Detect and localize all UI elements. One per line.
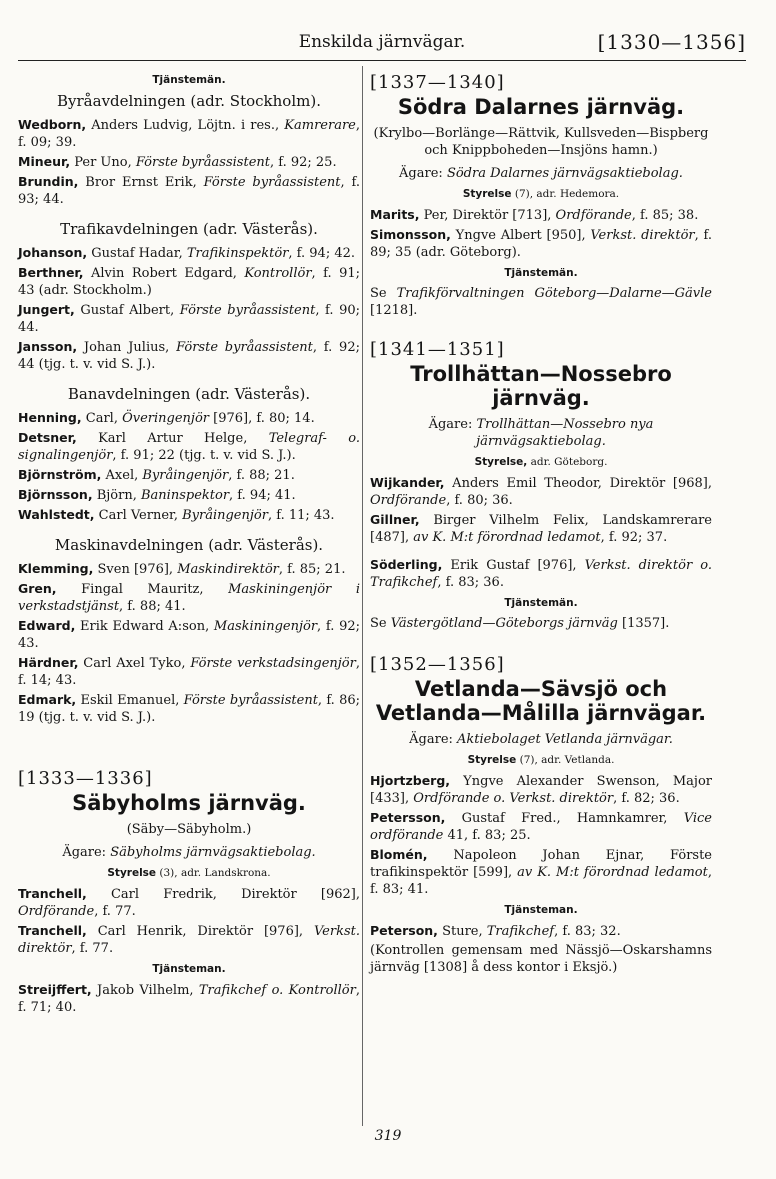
list-item: Björnsson, Björn, Baninspektor, f. 94; 41. <box>18 487 296 503</box>
saby-route: (Säby—Säbyholm.) <box>126 822 252 837</box>
trafik-heading: Trafikavdelningen (adr. Västerås). <box>60 220 318 238</box>
troll-section <box>370 339 712 632</box>
list-item: Jungert, Gustaf Albert, Förste byråassistent, f. 90; 44. <box>18 302 360 335</box>
list-item: Klemming, Sven [976], Maskindirektör, f. 85; 21. <box>18 561 346 577</box>
sodra-title: Södra Dalarnes järnväg. <box>397 95 685 119</box>
list-item: Petersson, Gustaf Fred., Hamnkamrer, Vice ordförande 41, f. 83; 25. <box>370 810 712 843</box>
cross-reference: Se Västergötland—Göteborgs järnväg [1357]. <box>370 616 670 631</box>
sodra-section <box>370 72 712 319</box>
vet-owner: Ägare: Aktiebolaget Vetlanda järnvägar. <box>409 732 673 747</box>
maskin-heading: Maskinavdelningen (adr. Västerås). <box>54 536 324 554</box>
saby-owner: Ägare: Säbyholms järnvägsaktiebolag. <box>62 845 316 860</box>
list-item: Edmark, Eskil Emanuel, Förste byråassistent, f. 86; 19 (tjg. t. v. vid S. J.). <box>18 692 360 725</box>
trafik-list <box>18 244 360 373</box>
list-item: Streijffert, Jakob Vilhelm, Trafikchef o. Kontrollör, f. 71; 40. <box>18 982 360 1015</box>
tjanstemen-heading: Tjänstemän. <box>152 74 226 86</box>
bana-list <box>18 409 360 524</box>
troll-owner: Ägare: Trollhättan—Nossebro nya järnvägsaktiebolag. <box>428 417 654 449</box>
list-item: Härdner, Carl Axel Tyko, Förste verkstadsingenjör, f. 14; 43. <box>18 655 360 688</box>
list-item: Simonsson, Yngve Albert [950], Verkst. direktör, f. 89; 35 (adr. Göteborg). <box>370 227 713 260</box>
sodra-route: (Krylbo—Borlänge—Rättvik, Kullsveden—Bispberg och Knippboheden—Insjöns hamn.) <box>373 126 709 158</box>
list-item: Wedborn, Anders Ludvig, Löjtn. i res., Kamrerare, f. 09; 39. <box>18 117 360 150</box>
page-header <box>18 30 746 61</box>
list-item: Mineur, Per Uno, Förste byråassistent, f. 92; 25. <box>18 154 337 170</box>
vet-staff-heading: Tjänsteman. <box>504 904 578 916</box>
list-item: Gillner, Birger Vilhelm Felix, Landskamrerare [487], av K. M:t förordnad ledamot, f. 92; 37. <box>370 512 712 545</box>
maskin-list <box>18 560 360 726</box>
list-item: Hjortzberg, Yngve Alexander Swenson, Major [433], Ordförande o. Verkst. direktör, f. 82; 36. <box>370 773 712 806</box>
column-divider <box>362 66 363 1126</box>
list-item: Blomén, Napoleon Johan Ejnar, Förste trafikinspektör [599], av K. M:t förordnad ledamot, f. 83; 41. <box>370 847 712 897</box>
saby-section <box>18 768 360 1016</box>
sodra-staff-heading: Tjänstemän. <box>504 267 578 279</box>
list-item: Brundin, Bror Ernst Erik, Förste byråassistent, f. 93; 44. <box>18 174 361 207</box>
vet-title: Vetlanda—Sävsjö och Vetlanda—Målilla järnvägar. <box>375 677 707 725</box>
list-item: Jansson, Johan Julius, Förste byråassistent, f. 92; 44 (tjg. t. v. vid S. J.). <box>18 339 360 372</box>
list-item: Wahlstedt, Carl Verner, Byråingenjör, f. 11; 43. <box>18 507 335 523</box>
vet-note: (Kontrollen gemensam med Nässjö—Oskarshamns järnväg [1308] å dess kontor i Eksjö.) <box>370 943 712 975</box>
list-item: Peterson, Sture, Trafikchef, f. 83; 32. <box>370 923 621 939</box>
list-item: Wijkander, Anders Emil Theodor, Direktör [968], Ordförande, f. 80; 36. <box>370 475 712 508</box>
list-item: Edward, Erik Edward A:son, Maskiningenjör, f. 92; 43. <box>18 618 360 651</box>
saby-board-heading: Styrelse (3), adr. Landskrona. <box>107 867 271 879</box>
saby-range: [1333—1336] <box>18 768 153 789</box>
troll-board-heading: Styrelse, adr. Göteborg. <box>474 456 608 468</box>
list-item: Johanson, Gustaf Hadar, Trafikinspektör, f. 94; 42. <box>18 245 356 261</box>
troll-staff-heading: Tjänstemän. <box>504 597 578 609</box>
sodra-range: [1337—1340] <box>370 72 505 93</box>
troll-title: Trollhättan—Nossebro järnväg. <box>410 362 672 410</box>
byra-list <box>18 116 360 208</box>
page-range: [1330—1356] <box>597 30 746 54</box>
list-item: Gren, Fingal Mauritz, Maskiningenjör i verkstadstjänst, f. 88; 41. <box>18 581 360 614</box>
list-item: Tranchell, Carl Henrik, Direktör [976], Verkst. direktör, f. 77. <box>18 923 360 956</box>
saby-title: Säbyholms järnväg. <box>72 791 306 815</box>
page-number: 319 <box>374 1128 402 1144</box>
list-item: Berthner, Alvin Robert Edgard, Kontrollör, f. 91; 43 (adr. Stockholm.) <box>18 265 360 298</box>
list-item: Marits, Per, Direktör [713], Ordförande, f. 85; 38. <box>370 207 699 223</box>
vet-board-heading: Styrelse (7), adr. Vetlanda. <box>467 754 615 766</box>
left-column <box>18 68 360 1018</box>
list-item: Björnström, Axel, Byråingenjör, f. 88; 21. <box>18 467 295 483</box>
saby-staff-heading: Tjänsteman. <box>152 963 226 975</box>
running-title: Enskilda järnvägar. <box>298 32 466 52</box>
list-item: Söderling, Erik Gustaf [976], Verkst. direktör o. Trafikchef, f. 83; 36. <box>370 557 712 590</box>
vet-range: [1352—1356] <box>370 654 505 675</box>
bana-heading: Banavdelningen (adr. Västerås). <box>67 385 311 403</box>
right-column <box>370 68 712 978</box>
list-item: Detsner, Karl Artur Helge, Telegraf- o. signalingenjör, f. 91; 22 (tjg. t. v. vid S. J.). <box>18 430 360 463</box>
byra-heading: Byråavdelningen (adr. Stockholm). <box>57 92 321 110</box>
sodra-board-heading: Styrelse (7), adr. Hedemora. <box>462 188 620 200</box>
troll-range: [1341—1351] <box>370 339 505 360</box>
cross-reference: Se Trafikförvaltningen Göteborg—Dalarne—Gävle [1218]. <box>370 286 712 318</box>
list-item: Tranchell, Carl Fredrik, Direktör [962], Ordförande, f. 77. <box>18 886 360 919</box>
list-item: Henning, Carl, Överingenjör [976], f. 80; 14. <box>18 410 315 426</box>
sodra-owner: Ägare: Södra Dalarnes järnvägsaktiebolag. <box>399 166 683 181</box>
vet-section <box>370 654 712 976</box>
